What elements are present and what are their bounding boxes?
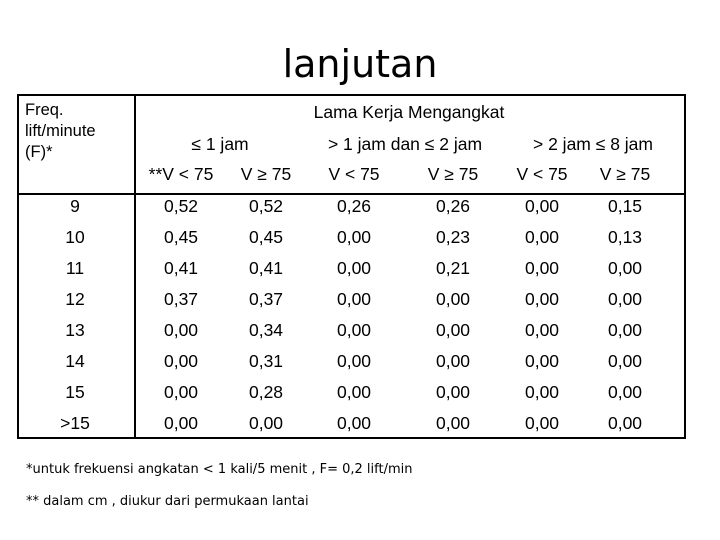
group-header: > 1 jam dan ≤ 2 jam [327, 134, 483, 154]
freq-header-line: (F)* [25, 143, 53, 161]
value-cell: 0,37 [248, 289, 284, 309]
subheader-cell: **V < 75 [148, 164, 214, 184]
lifting-table [17, 94, 686, 439]
value-cell: 0,00 [524, 289, 560, 309]
value-cell: 0,00 [336, 382, 372, 402]
subheader-cell: V ≥ 75 [427, 164, 479, 184]
main-header: Lama Kerja Mengangkat [313, 102, 505, 122]
value-cell: 0,00 [336, 289, 372, 309]
value-cell: 0,00 [336, 258, 372, 278]
value-cell: 0,00 [524, 227, 560, 247]
value-cell: 0,00 [336, 413, 372, 433]
freq-cell: >15 [60, 413, 90, 433]
value-cell: 0,41 [248, 258, 284, 278]
footnote: *untuk frekuensi angkatan < 1 kali/5 menit , F= 0,2 lift/min [26, 462, 413, 477]
value-cell: 0,00 [524, 196, 560, 216]
value-cell: 0,00 [336, 320, 372, 340]
table-bottom-border [17, 437, 686, 439]
freq-cell: 9 [70, 196, 80, 216]
subheader-cell: V < 75 [516, 164, 568, 184]
value-cell: 0,31 [248, 351, 284, 371]
value-cell: 0,00 [336, 351, 372, 371]
subheader-cell: V ≥ 75 [599, 164, 651, 184]
value-cell: 0,52 [163, 196, 199, 216]
table-header-bottom-border [17, 193, 686, 195]
value-cell: 0,00 [524, 413, 560, 433]
group-header: ≤ 1 jam [191, 134, 249, 154]
value-cell: 0,23 [435, 227, 471, 247]
table-right-border [684, 94, 686, 439]
value-cell: 0,37 [163, 289, 199, 309]
value-cell: 0,00 [435, 351, 471, 371]
freq-cell: 12 [65, 289, 85, 309]
value-cell: 0,28 [248, 382, 284, 402]
value-cell: 0,15 [607, 196, 643, 216]
value-cell: 0,00 [607, 320, 643, 340]
freq-header [25, 100, 96, 163]
value-cell: 0,00 [435, 320, 471, 340]
value-cell: 0,00 [607, 382, 643, 402]
subheader-cell: V < 75 [328, 164, 380, 184]
value-cell: 0,00 [607, 258, 643, 278]
group-header: > 2 jam ≤ 8 jam [533, 134, 653, 154]
footnote: ** dalam cm , diukur dari permukaan lantai [26, 494, 309, 509]
value-cell: 0,00 [163, 351, 199, 371]
value-cell: 0,00 [524, 351, 560, 371]
freq-cell: 15 [65, 382, 85, 402]
value-cell: 0,26 [435, 196, 471, 216]
value-cell: 0,45 [163, 227, 199, 247]
value-cell: 0,00 [607, 289, 643, 309]
subheader-cell: V ≥ 75 [240, 164, 292, 184]
freq-cell: 14 [65, 351, 85, 371]
value-cell: 0,13 [607, 227, 643, 247]
value-cell: 0,00 [524, 320, 560, 340]
value-cell: 0,26 [336, 196, 372, 216]
page-title: lanjutan [282, 42, 438, 86]
value-cell: 0,00 [248, 413, 284, 433]
value-cell: 0,34 [248, 320, 284, 340]
value-cell: 0,00 [524, 258, 560, 278]
value-cell: 0,00 [435, 289, 471, 309]
freq-header-line: lift/minute [25, 122, 96, 140]
value-cell: 0,00 [163, 320, 199, 340]
value-cell: 0,52 [248, 196, 284, 216]
freq-cell: 11 [65, 258, 85, 278]
value-cell: 0,21 [435, 258, 471, 278]
table-top-border [17, 94, 686, 96]
value-cell: 0,00 [524, 382, 560, 402]
freq-cell: 10 [65, 227, 85, 247]
value-cell: 0,00 [435, 382, 471, 402]
freq-cell: 13 [65, 320, 85, 340]
value-cell: 0,00 [163, 382, 199, 402]
value-cell: 0,00 [336, 227, 372, 247]
value-cell: 0,41 [163, 258, 199, 278]
freq-header-line: Freq. [25, 101, 64, 119]
table-left-border [17, 94, 19, 439]
value-cell: 0,00 [607, 351, 643, 371]
value-cell: 0,00 [435, 413, 471, 433]
freq-column-divider [134, 94, 136, 439]
value-cell: 0,00 [163, 413, 199, 433]
value-cell: 0,45 [248, 227, 284, 247]
value-cell: 0,00 [607, 413, 643, 433]
